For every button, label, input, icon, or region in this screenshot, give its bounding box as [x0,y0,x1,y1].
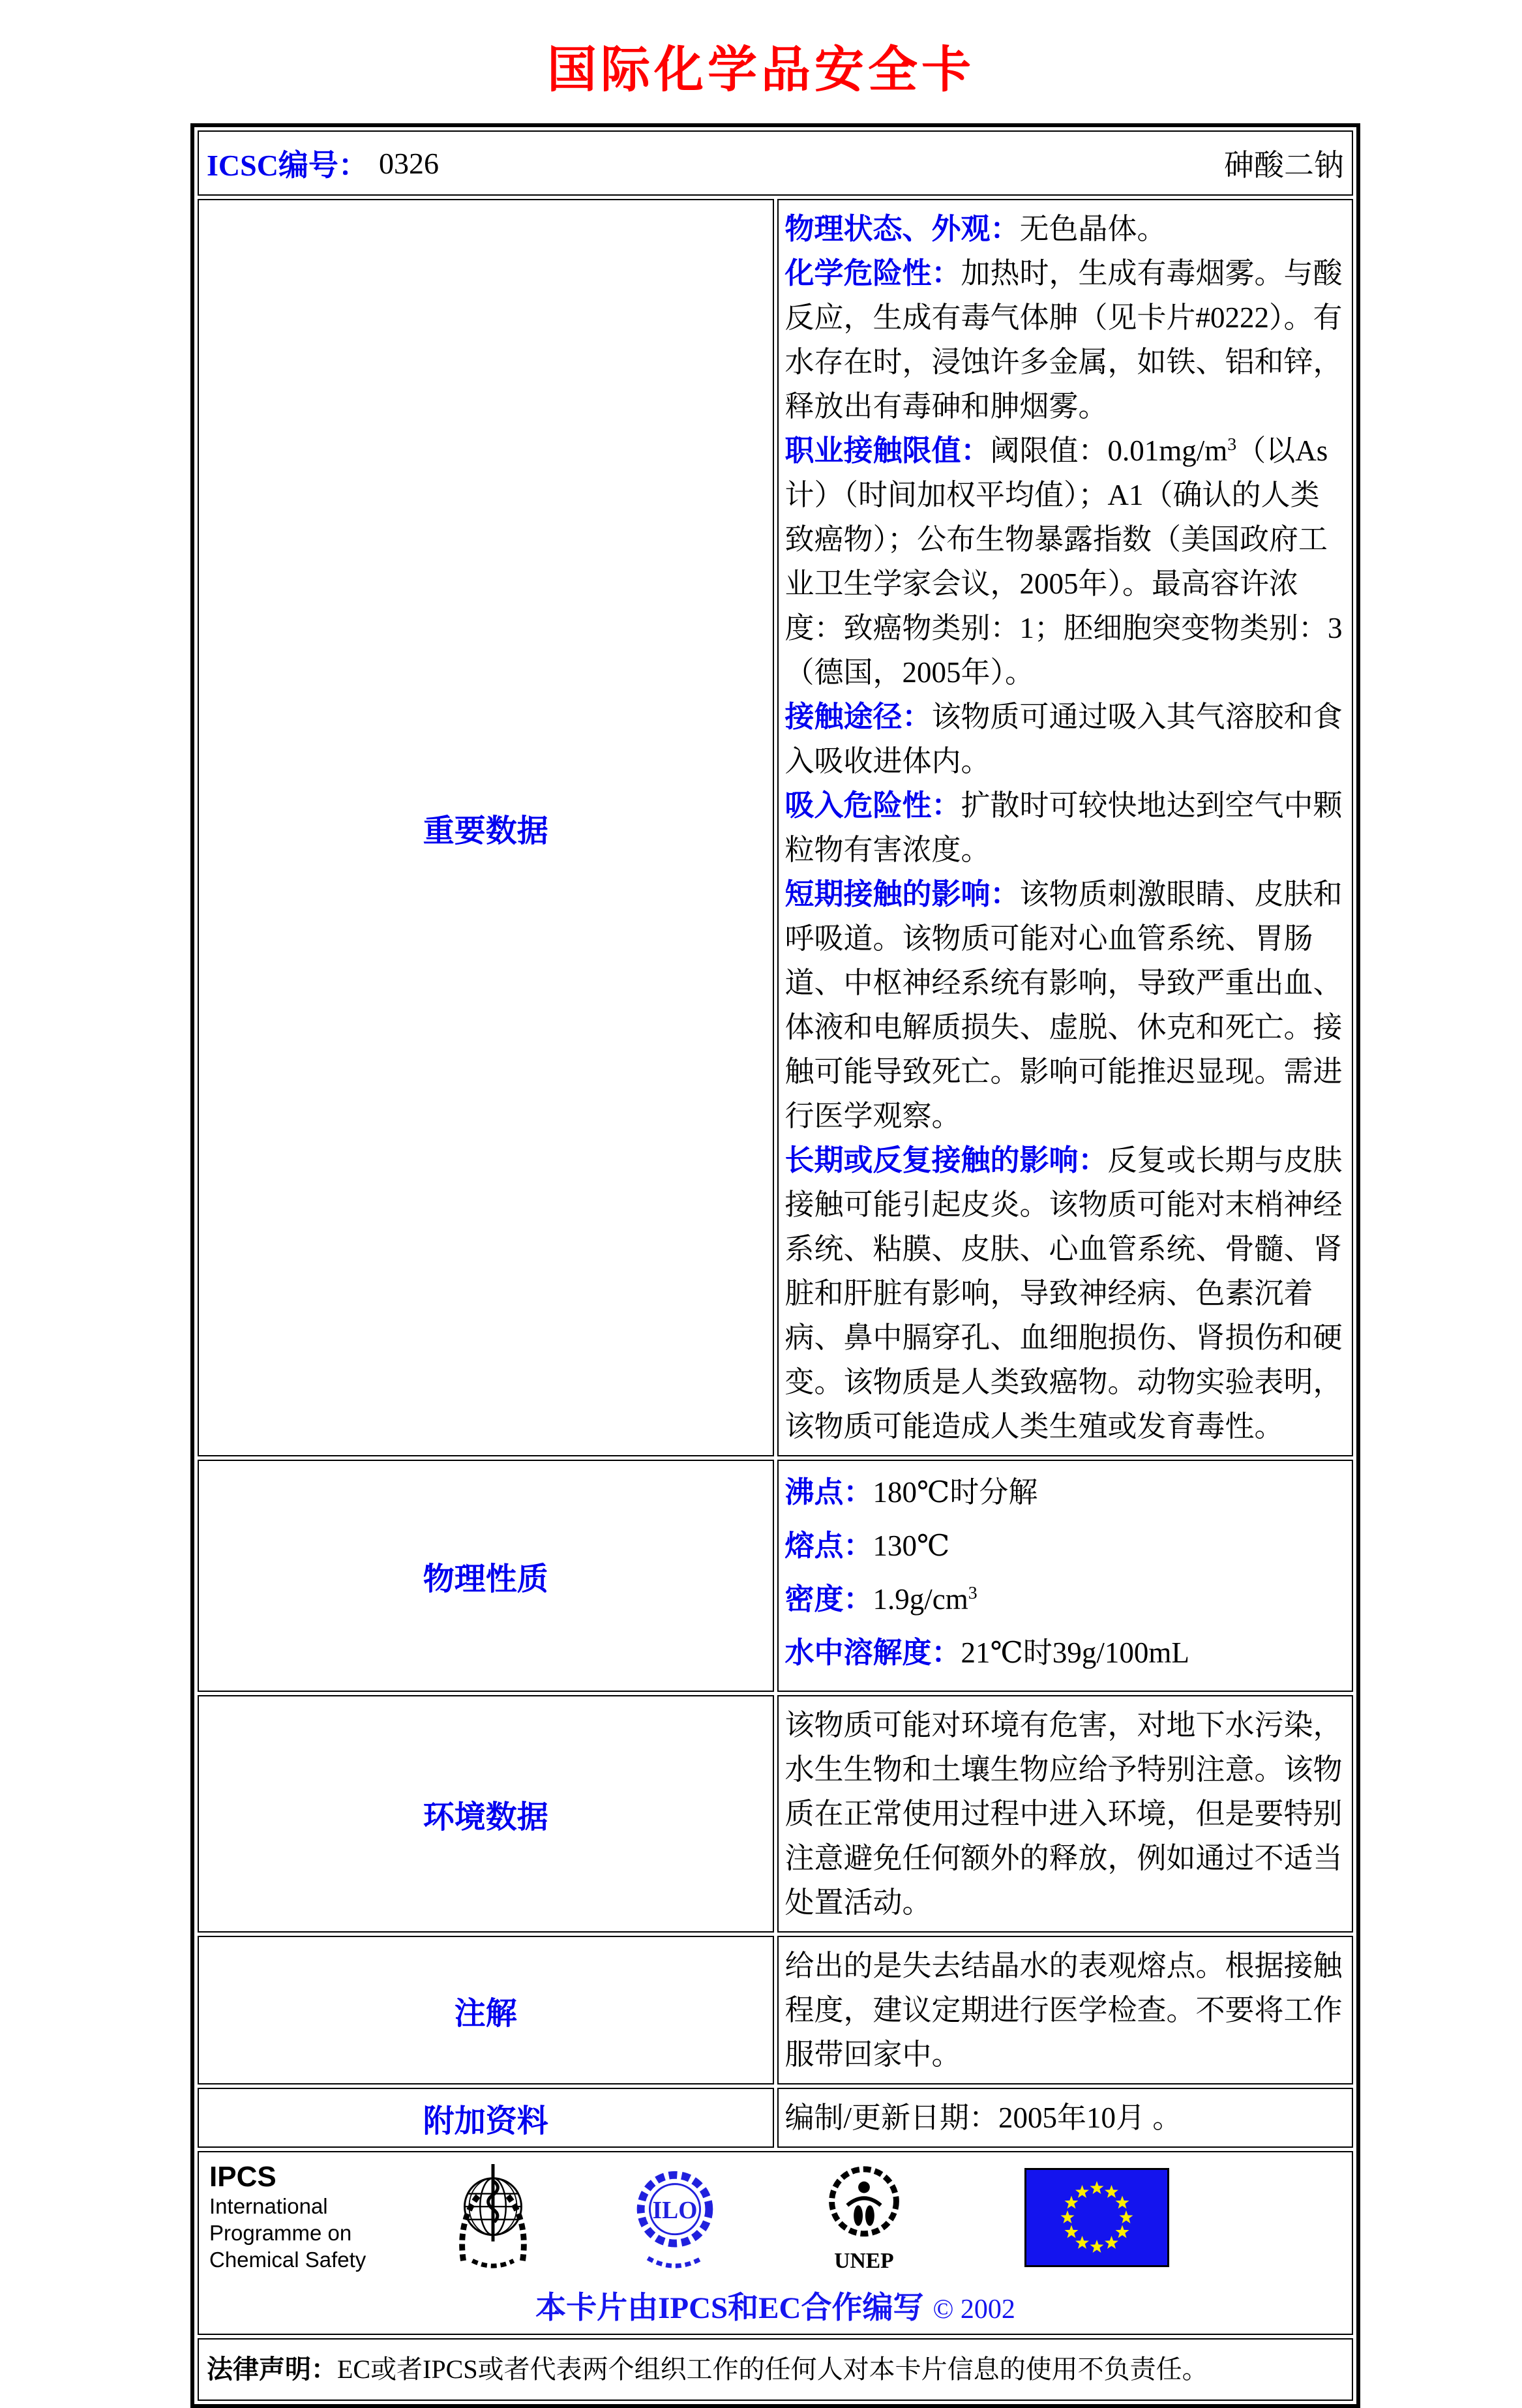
unep-logo-icon [821,2163,907,2272]
entry-text: 反复或长期与皮肤接触可能引起皮炎。该物质可能对末梢神经系统、粘膜、皮肤、心血管系统、骨髓、肾脏和肝脏有影响，导致神经病、色素沉着病、鼻中膈穿孔、血细胞损伤、肾损伤和硬变。该物质是人类致癌物。动物实验表明，该物质可能造成人类生殖或发育毒性。 [784,1144,1343,1443]
entry-text: 该物质可通过吸入其气溶胶和食入吸收进体内。 [784,700,1343,777]
row-label-important-data: 重要数据 [198,199,774,1456]
ipcs-subtitle: International Programme on Chemical Safety [209,2194,366,2272]
legal-row [198,2338,1353,2401]
logos-cell [198,2151,1353,2335]
credit-line [205,2283,1345,2327]
ilo-logo-icon [633,2163,717,2272]
entry-short-term-effects [785,872,1345,1138]
notes-content: 给出的是失去结晶水的表观熔点。根据接触程度，建议定期进行医学检查。不要将工作服带回家中。 [777,1936,1354,2084]
entry-label: 短期接触的影响： [784,878,1020,911]
entry-density [785,1577,1345,1621]
entry-text: 加热时，生成有毒烟雾。与酸反应，生成有毒气体胂（见卡片#0222）。有水存在时，浸蚀许多金属，如铁、铝和锌，释放出有毒砷和胂烟雾。 [784,257,1343,423]
row-label-physical-properties: 物理性质 [198,1460,774,1692]
ipcs-title: IPCS [209,2161,276,2193]
notes-row [198,1936,1353,2084]
row-label-notes: 注解 [198,1936,774,2084]
important-data-row [198,199,1353,1456]
entry-chemical-hazards [785,251,1345,429]
chemical-name: 砷酸二钠 [1224,149,1344,182]
entry-long-term-effects [785,1138,1345,1449]
entry-text: 无色晶体。 [1019,213,1167,245]
entry-physical-state-appearance [785,207,1345,251]
icsc-card-table [190,123,1360,2408]
entry-text: 21℃时39g/100mL [961,1636,1189,1669]
logos-row [198,2151,1353,2335]
entry-text: （以As计）（时间加权平均值）；A1（确认的人类致癌物）；公布生物暴露指数（美国政府工业卫生学家会议，2005年）。最高容许浓度：致癌物类别：1；胚细胞突变物类别：3（德国，2005年）。 [784,434,1343,689]
entry-water-solubility [785,1631,1345,1675]
physical-properties-row [198,1460,1353,1692]
icsc-number-value: 0326 [378,146,439,180]
entry-boiling-point [785,1470,1345,1514]
entry-text: 阈限值：0.01mg/m [990,434,1228,467]
entry-text: 180℃时分解 [873,1476,1038,1509]
entry-label: 化学危险性： [784,257,961,290]
physical-properties-content [777,1460,1354,1692]
row-label-environmental-data: 环境数据 [198,1695,774,1933]
eu-flag-icon [1024,2168,1169,2267]
unep-logo-text: UNEP [834,2248,894,2273]
entry-label: 吸入危险性： [784,789,961,822]
additional-info-content: 编制/更新日期：2005年10月 。 [777,2088,1354,2148]
superscript: 3 [968,1583,977,1603]
ilo-logo-text: ILO [652,2197,698,2224]
important-data-content [777,199,1354,1456]
entry-label: 长期或反复接触的影响： [784,1144,1108,1177]
legal-text: EC或者IPCS或者代表两个组织工作的任何人对本卡片信息的使用不负责任。 [337,2355,1208,2384]
entry-text: 该物质刺激眼睛、皮肤和呼吸道。该物质可能对心血管系统、胃肠道、中枢神经系统有影响，导致严重出血、体液和电解质损失、虚脱、休克和死亡。接触可能导致死亡。影响可能推迟显现。需进行医学观察。 [784,878,1343,1132]
legal-cell [198,2338,1353,2401]
entry-text: 1.9g/cm [873,1583,968,1616]
additional-info-row [198,2088,1353,2148]
who-logo-icon [451,2163,535,2272]
entry-label: 接触途径： [784,700,932,733]
credit-text: 本卡片由IPCS和EC合作编写 [535,2291,924,2325]
ipcs-logo [209,2161,372,2273]
entry-melting-point [785,1524,1345,1568]
entry-label: 水中溶解度： [784,1636,961,1669]
superscript: 3 [1227,434,1237,455]
page-title: 国际化学品安全卡 [547,43,975,98]
entry-label: 物理状态、外观： [784,213,1020,245]
entry-label: 职业接触限值： [784,434,991,467]
entry-text: 扩散时可较快地达到空气中颗粒物有害浓度。 [784,789,1343,866]
entry-label: 密度： [784,1583,873,1616]
environmental-data-row [198,1695,1353,1933]
entry-occupational-exposure-limits [785,429,1345,695]
icsc-number-label: ICSC编号： [207,149,368,182]
entry-text: 130℃ [873,1529,950,1562]
entry-inhalation-risk [785,783,1345,872]
header-row [198,130,1353,196]
environmental-data-content: 该物质可能对环境有危害，对地下水污染，水生生物和土壤生物应给予特别注意。该物质在正常使用过程中进入环境，但是要特别注意避免任何额外的释放，例如通过不适当处置活动。 [777,1695,1354,1933]
header-cell [198,130,1353,196]
entry-label: 熔点： [784,1529,873,1562]
row-label-additional-info: 附加资料 [198,2088,774,2148]
entry-routes-of-exposure [785,695,1345,783]
legal-label: 法律声明： [207,2355,337,2384]
entry-label: 沸点： [784,1476,873,1509]
copyright: © 2002 [933,2295,1015,2325]
